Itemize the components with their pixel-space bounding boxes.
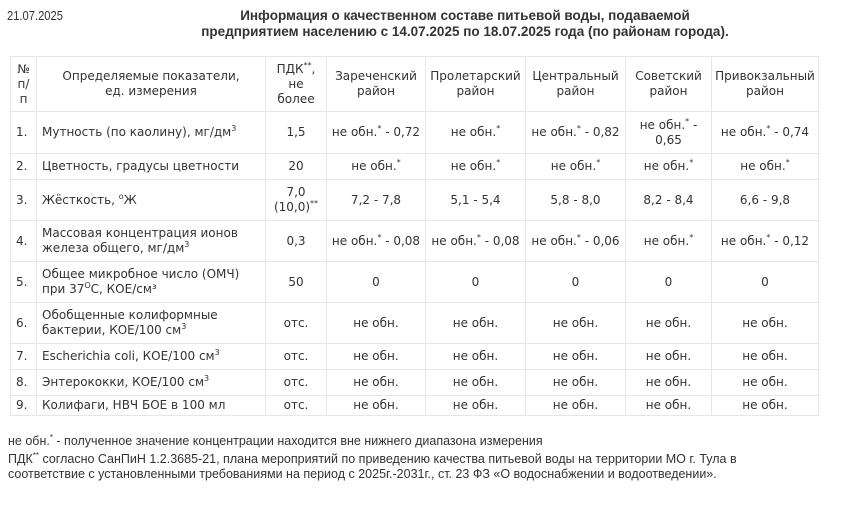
- row-number: 8.: [11, 370, 37, 396]
- district-value: [526, 303, 626, 344]
- value-text: не обн.: [645, 349, 692, 363]
- value-text: не обн.: [452, 349, 499, 363]
- table-body: [11, 112, 819, 416]
- district-value: [712, 262, 819, 303]
- value-sup: *: [576, 124, 581, 133]
- district-value: [327, 154, 426, 180]
- value-sup: *: [396, 158, 401, 167]
- value-text: не обн.: [353, 349, 399, 363]
- footnote2-term: ПДК: [8, 452, 33, 466]
- indicator-text: Колифаги, НВЧ БОЕ в 100 мл: [42, 398, 226, 412]
- district-value: [426, 303, 526, 344]
- indicator-text-rest: С, КОЕ/см³: [90, 282, 157, 296]
- indicator-name: [37, 344, 266, 370]
- row-number: 2.: [11, 154, 37, 180]
- value-text: не обн.: [450, 159, 497, 173]
- value-range: - 0,74: [770, 125, 810, 139]
- district-name: Пролетарский: [430, 69, 521, 83]
- district-word: район: [357, 84, 395, 98]
- value-sup: *: [766, 232, 771, 242]
- page-title-line1: Информация о качественном составе питьевой воды, подаваемой: [240, 8, 690, 23]
- value-sup: *: [766, 124, 771, 133]
- value-text: не обн.: [645, 375, 692, 389]
- value-sup: *: [496, 124, 501, 133]
- indicator-name: [37, 262, 266, 303]
- pdk-text: отс.: [283, 398, 309, 412]
- district-value: [327, 344, 426, 370]
- district-value: [327, 180, 426, 221]
- district-value: [526, 370, 626, 396]
- value-range: - 0,08: [480, 233, 520, 248]
- indicator-sup: о: [118, 191, 124, 201]
- value-text: 0: [372, 274, 380, 289]
- row-number: 6.: [11, 303, 37, 344]
- col-header-pdk-label: ПДК: [276, 61, 304, 76]
- district-value: [327, 262, 426, 303]
- value-text: 5,8 - 8,0: [550, 192, 601, 207]
- district-value: [626, 396, 712, 416]
- pdk-text: отс.: [283, 315, 309, 330]
- indicator-sup: 3: [204, 374, 210, 383]
- indicator-name: [37, 221, 266, 262]
- table-row: [11, 370, 819, 396]
- district-value: [526, 221, 626, 262]
- footnote2-text: согласно СанПиН 1.2.3685-21, плана мероприятий по приведению качества питьевой воды на территории МО г. Тула в соответствие с установленными требованиями на период с 2025г.-2031г., ст. 23 ФЗ «О водоснабжении и водоотведении».: [8, 452, 737, 481]
- pdk-text: 7,0 (10,0): [273, 185, 311, 214]
- district-value: [426, 180, 526, 221]
- value-text: не обн.: [643, 233, 690, 248]
- district-value: [712, 370, 819, 396]
- value-sup: *: [685, 116, 690, 126]
- table-row: [11, 344, 819, 370]
- pdk-text: 20: [288, 159, 304, 173]
- indicator-text: Массовая концентрация ионов железа общего, мг/дм: [42, 226, 238, 255]
- district-word: район: [649, 84, 688, 98]
- value-text: не обн.: [431, 233, 477, 248]
- footnote1-term: не обн.: [8, 434, 50, 448]
- district-value: [526, 262, 626, 303]
- district-word: район: [556, 84, 595, 98]
- district-word: район: [456, 84, 495, 98]
- value-text: 7,2 - 7,8: [350, 192, 402, 207]
- value-text: не обн.: [550, 159, 597, 173]
- pdk-value: [266, 112, 327, 154]
- value-text: не обн.: [742, 315, 788, 330]
- indicator-sup: 3: [184, 240, 190, 249]
- indicator-text: Энтерококки, КОЕ/100 см: [42, 375, 205, 389]
- row-number: 3.: [11, 180, 37, 221]
- pdk-text: отс.: [283, 375, 309, 389]
- pdk-sup: **: [310, 199, 319, 208]
- value-text: не обн.: [552, 398, 599, 412]
- value-sup: *: [689, 158, 694, 167]
- district-name: Зареченский: [335, 69, 417, 83]
- district-value: [626, 154, 712, 180]
- district-value: [626, 344, 712, 370]
- footnote1-text: - полученное значение концентрации находится вне нижнего диапазона измерения: [52, 434, 543, 448]
- indicator-name: [37, 370, 266, 396]
- footnote2-sup: **: [32, 450, 39, 460]
- district-word: район: [746, 84, 784, 98]
- indicator-text: Общее микробное число (ОМЧ) при 37: [42, 267, 240, 296]
- value-text: не обн.: [552, 375, 599, 389]
- indicator-text: Обобщенные колиформные бактерии, КОЕ/100 см: [42, 308, 218, 337]
- indicator-sup: О: [84, 281, 91, 290]
- district-value: [626, 303, 712, 344]
- table-row: [11, 396, 819, 416]
- district-value: [327, 221, 426, 262]
- value-sup: *: [576, 232, 581, 242]
- value-text: не обн.: [742, 375, 788, 389]
- indicator-name: [37, 154, 266, 180]
- pdk-value: [266, 303, 327, 344]
- pdk-text: отс.: [283, 349, 309, 363]
- pdk-text: 0,3: [286, 233, 306, 248]
- value-text: не обн.: [450, 125, 497, 139]
- indicator-name: [37, 180, 266, 221]
- row-number: 4.: [11, 221, 37, 262]
- value-text: 8,2 - 8,4: [643, 192, 694, 207]
- footnote-pdk: [8, 452, 808, 482]
- col-header-pdk-sup: **: [303, 60, 312, 70]
- district-value: [526, 180, 626, 221]
- value-text: не обн.: [351, 159, 397, 173]
- indicator-sup: 3: [181, 322, 187, 331]
- district-value: [712, 154, 819, 180]
- value-text: не обн.: [452, 315, 499, 330]
- value-range: - 0,65: [655, 117, 698, 147]
- district-value: [712, 112, 819, 154]
- value-text: не обн.: [353, 315, 399, 330]
- row-number: 7.: [11, 344, 37, 370]
- district-value: [712, 221, 819, 262]
- indicator-text: Escherichia coli, КОЕ/100 см: [42, 349, 215, 363]
- district-value: [526, 154, 626, 180]
- pdk-value: [266, 370, 327, 396]
- indicator-text: Мутность (по каолину), мг/дм: [42, 125, 232, 139]
- value-range: - 0,72: [381, 125, 421, 139]
- value-range: - 0,12: [770, 233, 810, 248]
- indicator-name: [37, 303, 266, 344]
- water-quality-table: [10, 56, 819, 416]
- col-header-district-1: [426, 57, 526, 112]
- row-number: 1.: [11, 112, 37, 154]
- value-text: не обн.: [452, 398, 499, 412]
- table-row: [11, 112, 819, 154]
- value-text: 0: [664, 274, 673, 289]
- col-header-indicator: [37, 57, 266, 112]
- value-range: - 0,82: [580, 125, 620, 139]
- value-sup: *: [377, 124, 382, 133]
- report-date: 21.07.2025: [7, 8, 63, 23]
- district-value: [526, 344, 626, 370]
- table-header-row: [11, 57, 819, 112]
- page-title: [120, 8, 810, 40]
- footnote1-sup: *: [49, 432, 53, 442]
- district-value: [626, 112, 712, 154]
- value-text: 5,1 - 5,4: [450, 192, 501, 207]
- district-value: [712, 303, 819, 344]
- district-value: [327, 303, 426, 344]
- district-name: Советский: [635, 69, 702, 83]
- col-header-district-4: [712, 57, 819, 112]
- value-text: не обн.: [645, 398, 692, 412]
- table-row: [11, 154, 819, 180]
- value-sup: *: [476, 232, 481, 242]
- pdk-text: 50: [288, 274, 304, 289]
- value-text: 0: [761, 274, 769, 289]
- table-row: [11, 180, 819, 221]
- indicator-name: [37, 112, 266, 154]
- district-value: [327, 370, 426, 396]
- value-sup: *: [377, 232, 382, 242]
- col-header-indicator-line2: ед. измерения: [105, 84, 197, 98]
- district-value: [426, 221, 526, 262]
- value-text: не обн.: [639, 117, 686, 132]
- value-text: не обн.: [720, 233, 767, 248]
- district-value: [712, 396, 819, 416]
- district-value: [426, 344, 526, 370]
- district-name: Центральный: [532, 69, 619, 83]
- value-sup: *: [496, 158, 501, 167]
- indicator-sup: 3: [214, 348, 220, 357]
- pdk-value: [266, 344, 327, 370]
- district-value: [426, 154, 526, 180]
- footnote-not-detected: [8, 434, 808, 449]
- value-range: - 0,06: [580, 233, 620, 248]
- pdk-value: [266, 180, 327, 221]
- value-text: не обн.: [740, 159, 786, 173]
- table-row: [11, 221, 819, 262]
- district-value: [626, 221, 712, 262]
- value-range: - 0,08: [381, 233, 421, 248]
- indicator-text: Жёсткость,: [42, 192, 119, 207]
- page-title-line2: предприятием населению с 14.07.2025 по 18.07.2025 года (по районам города).: [201, 24, 729, 39]
- value-text: 0: [471, 274, 480, 289]
- value-text: не обн.: [531, 125, 577, 139]
- indicator-sup: 3: [231, 124, 237, 133]
- value-text: не обн.: [720, 125, 767, 139]
- table-row: [11, 262, 819, 303]
- indicator-text-rest: Ж: [123, 192, 137, 207]
- district-value: [426, 370, 526, 396]
- district-value: [327, 112, 426, 154]
- value-text: не обн.: [645, 315, 692, 330]
- pdk-text: 1,5: [286, 125, 306, 139]
- pdk-value: [266, 396, 327, 416]
- col-header-district-3: [626, 57, 712, 112]
- value-text: не обн.: [742, 349, 788, 363]
- col-header-pdk-rest: , не более: [277, 61, 316, 106]
- district-value: [712, 180, 819, 221]
- district-value: [327, 396, 426, 416]
- table-row: [11, 303, 819, 344]
- district-value: [426, 262, 526, 303]
- value-sup: *: [596, 158, 601, 167]
- district-value: [626, 370, 712, 396]
- district-value: [426, 112, 526, 154]
- value-sup: *: [689, 232, 694, 242]
- district-value: [626, 262, 712, 303]
- value-text: не обн.: [331, 125, 378, 139]
- district-value: [626, 180, 712, 221]
- value-text: не обн.: [452, 375, 499, 389]
- value-text: не обн.: [531, 233, 577, 248]
- district-value: [426, 396, 526, 416]
- value-text: 0: [571, 274, 580, 289]
- district-value: [712, 344, 819, 370]
- value-text: не обн.: [353, 375, 399, 389]
- district-value: [526, 396, 626, 416]
- value-text: не обн.: [353, 398, 399, 412]
- value-text: не обн.: [552, 315, 599, 330]
- value-text: не обн.: [552, 349, 599, 363]
- col-header-num: № п/ п: [11, 57, 37, 112]
- col-header-indicator-line1: Определяемые показатели,: [62, 69, 240, 83]
- indicator-name: [37, 396, 266, 416]
- value-text: 6,6 - 9,8: [739, 192, 791, 207]
- pdk-value: [266, 221, 327, 262]
- value-text: не обн.: [643, 159, 690, 173]
- district-name: Привокзальный: [715, 69, 815, 83]
- pdk-value: [266, 262, 327, 303]
- value-text: не обн.: [742, 398, 788, 412]
- pdk-value: [266, 154, 327, 180]
- col-header-district-2: [526, 57, 626, 112]
- district-value: [526, 112, 626, 154]
- row-number: 5.: [11, 262, 37, 303]
- indicator-text: Цветность, градусы цветности: [42, 159, 239, 173]
- value-text: не обн.: [331, 233, 378, 248]
- col-header-pdk: [266, 57, 327, 112]
- col-header-district-0: [327, 57, 426, 112]
- row-number: 9.: [11, 396, 37, 416]
- value-sup: *: [785, 158, 790, 167]
